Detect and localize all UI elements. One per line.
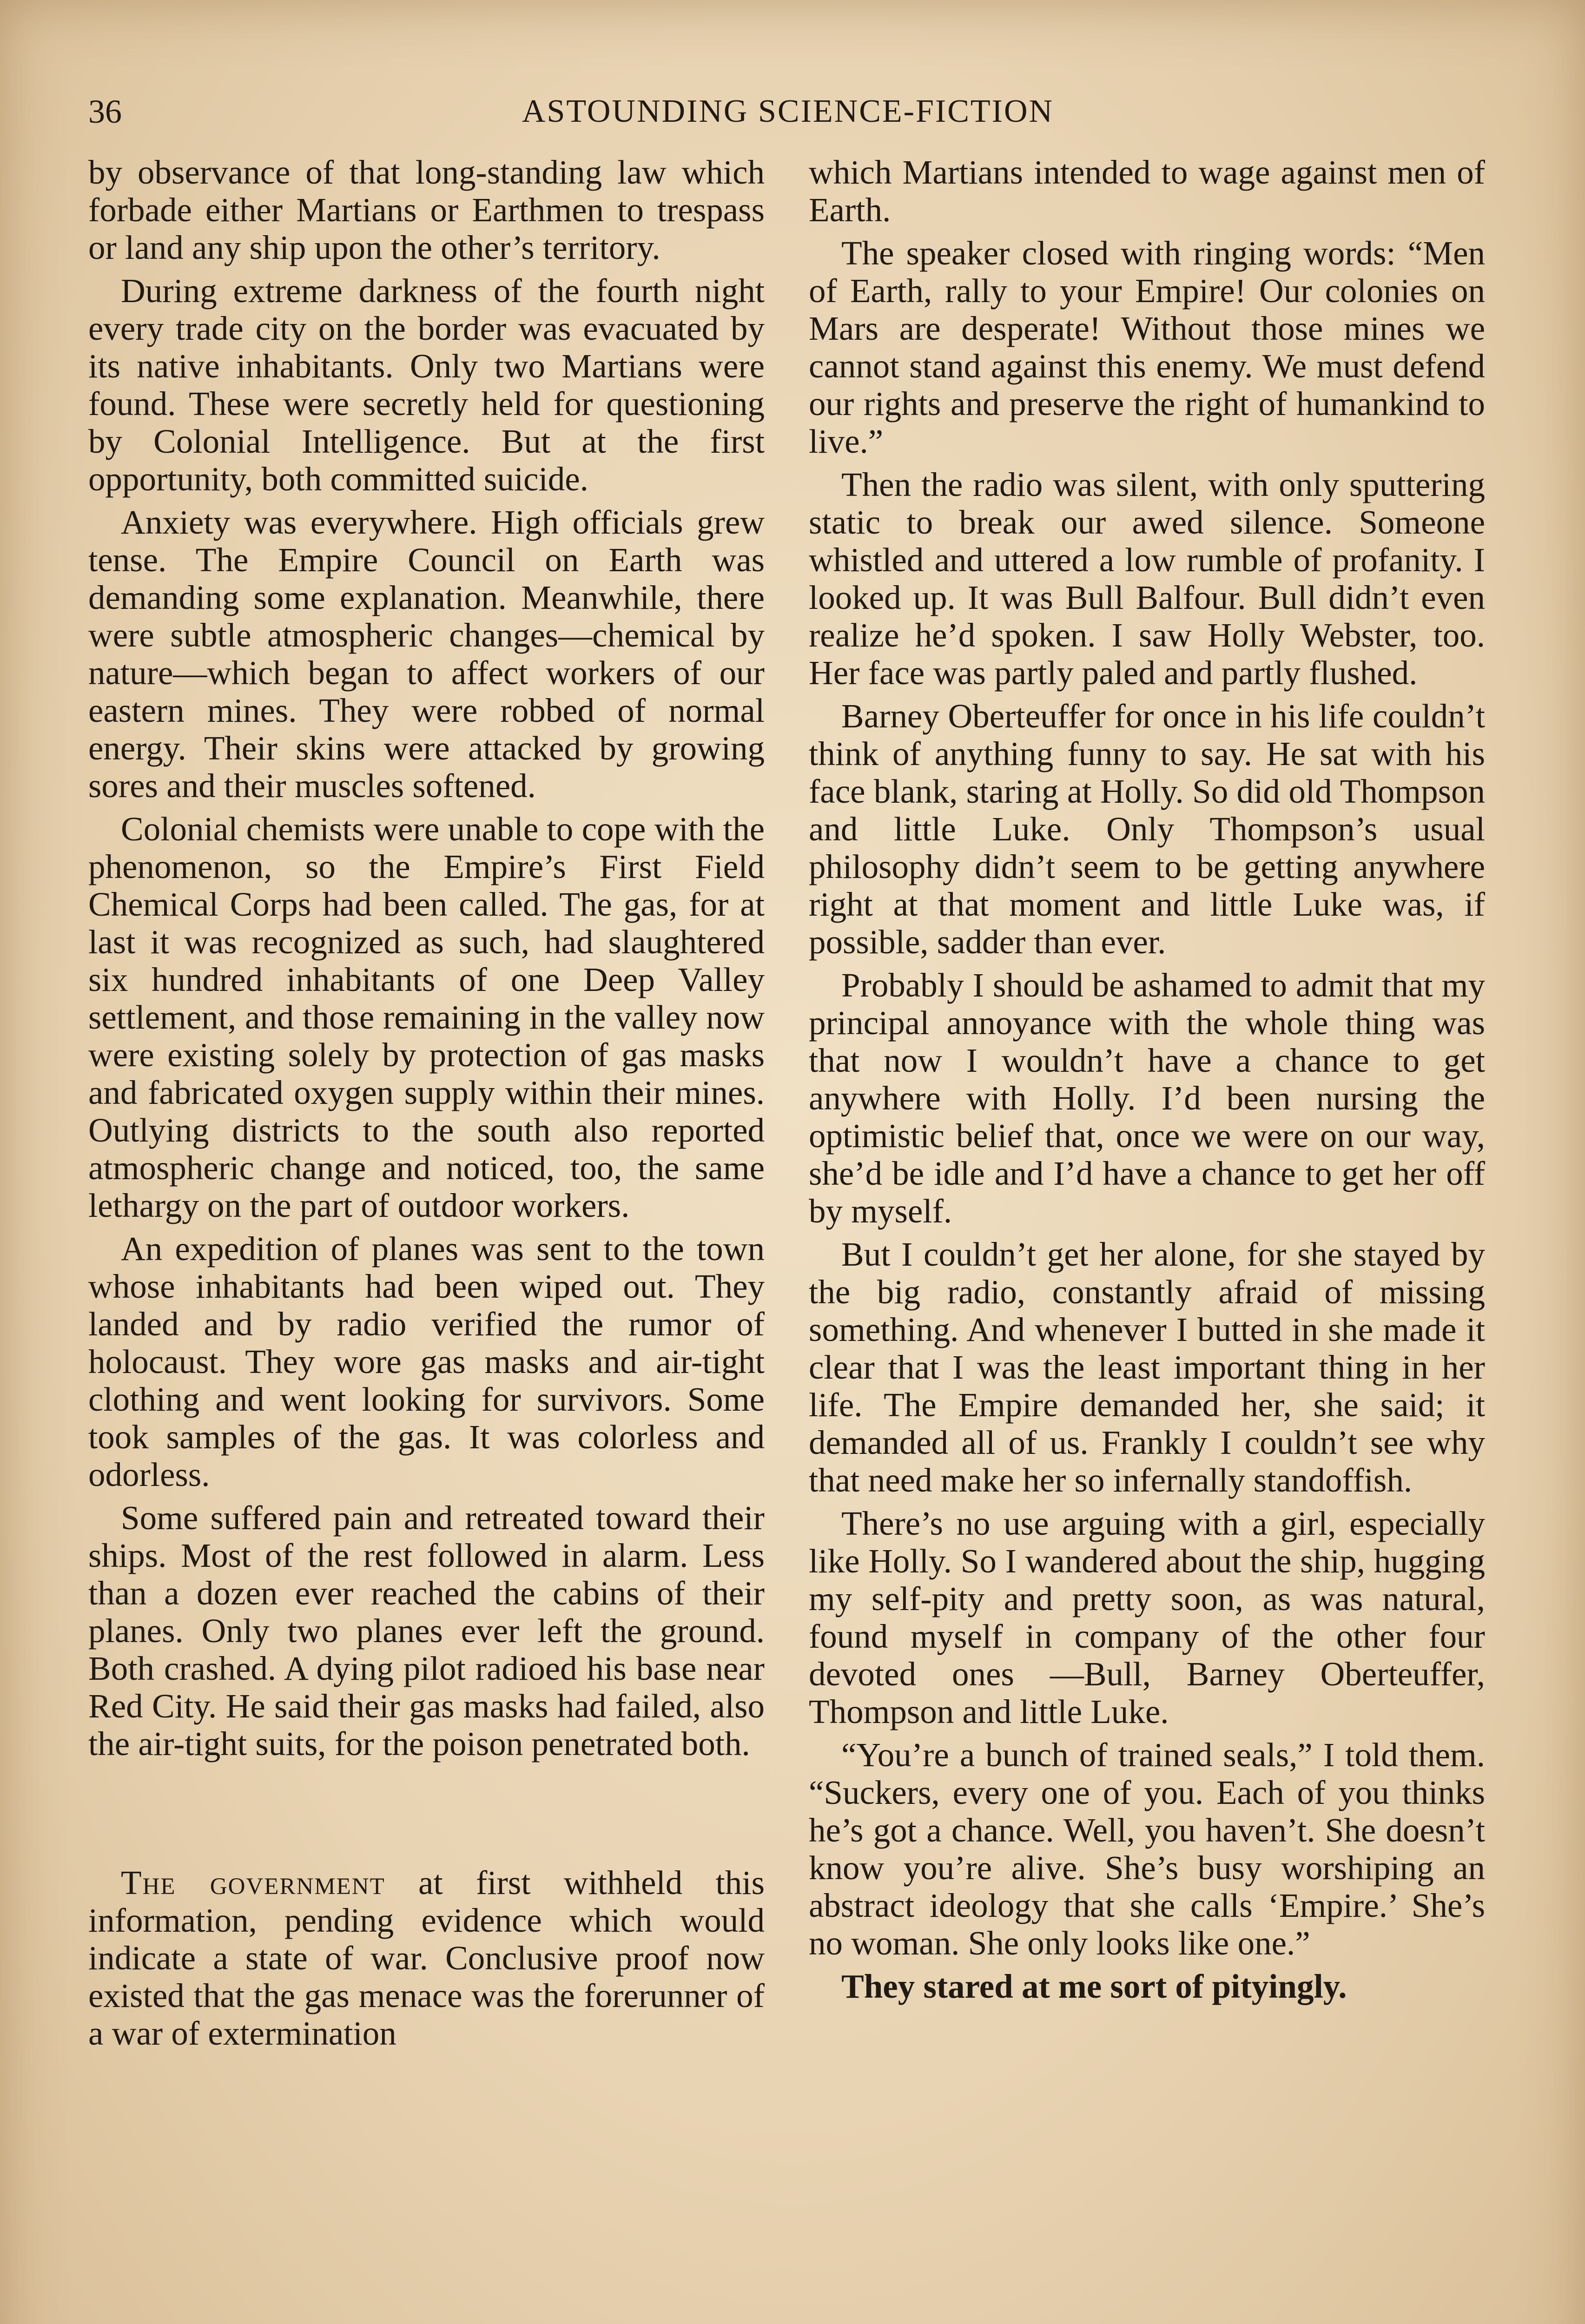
section-lead-smallcaps: The government [121, 1864, 385, 1901]
paragraph: During extreme darkness of the fourth night every trade city on the border was evacuated by its native inhabitants. Only two Martians were found. These were secretly held for questioning by Colonial Intelligence. But at the first opportunity, both committed suicide. [88, 272, 765, 498]
page-number: 36 [88, 93, 122, 130]
paragraph: The speaker closed with ringing words: “Men of Earth, rally to your Empire! Our colonies on Mars are desperate! Without those mines we cannot stand against this enemy. We must defend our rights and preserve the right of humankind to live.” [809, 234, 1485, 460]
section-opening-paragraph [88, 1864, 765, 2052]
paragraph: Some suffered pain and retreated toward their ships. Most of the rest followed in alarm. Less than a dozen ever reached the cabins of their planes. Only two planes ever left the ground. Both crashed. A dying pilot radioed his base near Red City. He said their gas masks had failed, also the air-tight suits, for the poison penetrated both. [88, 1499, 765, 1763]
section-break [88, 1768, 765, 1864]
section-lead-rest: at first withheld this information, pending evidence which would indicate a state of war. Conclusive proof now existed that the gas menace was the forerunner of a war of extermination [88, 1864, 765, 2052]
paragraph: But I couldn’t get her alone, for she stayed by the big radio, constantly afraid of missing something. And whenever I butted in she made it clear that I was the least important thing in her life. The Empire demanded her, she said; it demanded all of us. Frankly I couldn’t see why that need make her so infernally standoffish. [809, 1235, 1485, 1499]
running-title: ASTOUNDING SCIENCE-FICTION [522, 93, 1054, 129]
paragraph: An expedition of planes was sent to the town whose inhabitants had been wiped out. They landed and by radio verified the rumor of holocaust. They wore gas masks and air-tight clothing and went looking for survivors. Some took samples of the gas. It was colorless and odorless. [88, 1230, 765, 1493]
paragraph: There’s no use arguing with a girl, especially like Holly. So I wandered about the ship, hugging my self-pity and pretty soon, as was natural, found myself in company of the other four devoted ones —Bull, Barney Oberteuffer, Thompson and little Luke. [809, 1505, 1485, 1730]
paragraph: Colonial chemists were unable to cope with the phenomenon, so the Empire’s First Field Chemical Corps had been called. The gas, for at last it was recognized as such, had slaughtered six hundred inhabitants of one Deep Valley settlement, and those remaining in the valley now were existing solely by protection of gas masks and fabricated oxygen supply within their mines. Outlying districts to the south also reported atmospheric change and noticed, too, the same lethargy on the part of outdoor workers. [88, 810, 765, 1224]
paragraph: “You’re a bunch of trained seals,” I told them. “Suckers, every one of you. Each of you thinks he’s got a chance. Well, you haven’t. She doesn’t know you’re alive. She’s busy worshiping an abstract ideology that she calls ‘Empire.’ She’s no woman. She only looks like one.” [809, 1736, 1485, 1962]
paragraph: They stared at me sort of pityingly. [841, 1967, 1347, 2005]
paragraph: which Martians intended to wage against men of Earth. [809, 153, 1485, 229]
paragraph: Then the radio was silent, with only sputtering static to break our awed silence. Someone whistled and uttered a low rumble of profanity. I looked up. It was Bull Balfour. Bull didn’t even realize he’d spoken. I saw Holly Webster, too. Her face was partly paled and partly flushed. [809, 466, 1485, 692]
right-column [809, 153, 1485, 2011]
page-header [88, 91, 1487, 132]
paragraph: by observance of that long-standing law which forbade either Martians or Earthmen to trespass or land any ship upon the other’s territory. [88, 153, 765, 266]
left-column [88, 153, 765, 2058]
paragraph: Probably I should be ashamed to admit that my principal annoyance with the whole thing was that now I wouldn’t have a chance to get anywhere with Holly. I’d been nursing the optimistic belief that, once we were on our way, she’d be idle and I’d have a chance to get her off by myself. [809, 966, 1485, 1230]
paragraph: Barney Oberteuffer for once in his life couldn’t think of anything funny to say. He sat with his face blank, staring at Holly. So did old Thompson and little Luke. Only Thompson’s usual philosophy didn’t seem to be getting anywhere right at that moment and little Luke was, if possible, sadder than ever. [809, 697, 1485, 961]
paragraph: Anxiety was everywhere. High officials grew tense. The Empire Council on Earth was demanding some explanation. Meanwhile, there were subtle atmospheric changes—chemical by nature—which began to affect workers of our eastern mines. They were robbed of normal energy. Their skins were attacked by growing sores and their muscles softened. [88, 503, 765, 805]
